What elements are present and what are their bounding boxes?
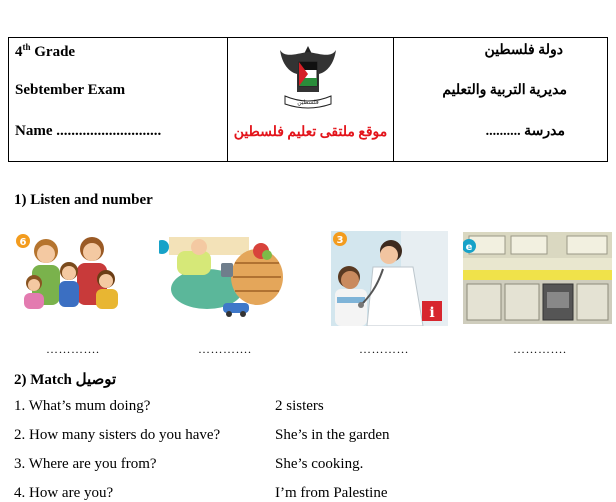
- answer-blank-1[interactable]: ………….: [46, 342, 100, 356]
- family-picture: [14, 231, 126, 311]
- match-answer-4: I’m from Palestine: [275, 485, 388, 501]
- grade-label: 4th Grade: [15, 42, 76, 60]
- directorate-name: مديرية التربية والتعليم: [442, 83, 567, 98]
- student-name-field[interactable]: Name ............................: [15, 123, 162, 139]
- header-left-cell: [9, 38, 228, 161]
- match-answer-2: She’s in the garden: [275, 427, 390, 443]
- match-question-4: 4. How are you?: [14, 485, 114, 501]
- exam-header-table: [8, 37, 608, 162]
- palestine-eagle-emblem: [277, 42, 339, 112]
- listen-and-number-title: 1) Listen and number: [14, 192, 153, 208]
- badge-number: 3: [336, 235, 344, 246]
- doctor-picture: [331, 231, 448, 326]
- match-answer-3: She’s cooking.: [275, 456, 364, 472]
- answer-blank-4[interactable]: ………….: [513, 342, 567, 356]
- emblem-lettering: فلسطين: [297, 99, 319, 106]
- badge-number: 6: [19, 237, 27, 248]
- match-question-2: 2. How many sisters do you have?: [14, 427, 221, 443]
- kitchen-picture: [463, 232, 612, 324]
- exam-title: Sebtember Exam: [15, 82, 126, 98]
- svg-text:i: i: [429, 305, 435, 321]
- match-title: 2) Match توصيل: [14, 372, 117, 388]
- header-right-cell: [394, 38, 607, 161]
- child-with-toys-picture: [159, 233, 287, 321]
- country-name: دولة فلسطين: [484, 43, 563, 58]
- badge-letter: e: [465, 242, 473, 253]
- match-question-3: 3. Where are you from?: [14, 456, 157, 472]
- match-question-1: 1. What’s mum doing?: [14, 398, 151, 414]
- header-middle-cell: [228, 38, 394, 161]
- answer-blank-2[interactable]: ………….: [198, 342, 252, 356]
- school-field[interactable]: مدرسة ..........: [485, 124, 565, 139]
- answer-blank-3[interactable]: …………: [359, 342, 409, 356]
- site-name: موقع ملتقى تعليم فلسطين: [233, 125, 388, 140]
- match-answer-1: 2 sisters: [275, 398, 324, 414]
